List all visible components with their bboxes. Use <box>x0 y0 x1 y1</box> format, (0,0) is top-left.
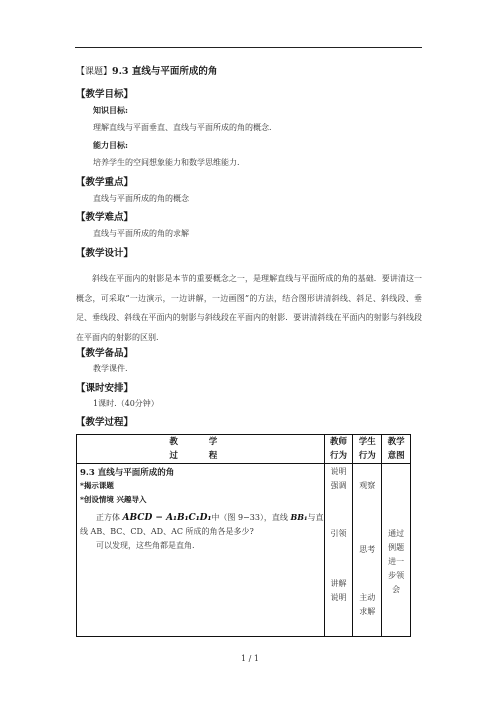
page-number: 1 / 1 <box>241 654 259 663</box>
prep-text: 教学课件. <box>93 364 128 373</box>
heading-process: 【教学过程】 <box>76 417 134 428</box>
knowledge-label: 知识目标: <box>93 105 128 115</box>
step-reveal-topic: *揭示课题 <box>80 481 114 490</box>
design-paragraph: 斜线在平面内的射影是本节的重要概念之一，是理解直线与平面所成的角的基础．要讲清这一概念，可采取“一边演示，一边讲解，一边画图”的方法，结合图形讲清斜线、斜足、斜线段、垂足、垂线段、斜线在平面内的射影与斜线段在平面内的射影．要讲清斜线在平面内的射影与斜线段在平面内的射影的区别. <box>76 274 422 342</box>
head-teacher: 教师 行为 <box>324 435 353 464</box>
schedule-text: 1课时.（40分钟） <box>93 399 159 408</box>
process-table <box>76 434 411 637</box>
header-rule <box>75 47 422 48</box>
head-intent: 教学 意图 <box>382 435 411 464</box>
row-title: 9.3 直线与平面所成的角 <box>80 468 175 478</box>
key-text: 直线与平面所成的角的概念 <box>93 194 189 203</box>
title-label: 【课题】 <box>76 67 113 77</box>
process-content <box>77 464 325 637</box>
ability-text: 培养学生的空间想象能力和数学思维能力. <box>93 158 240 167</box>
head-student: 学生 行为 <box>353 435 382 464</box>
difficulty-text: 直线与平面所成的角的求解 <box>93 229 189 238</box>
line-bb1: BB₁ <box>290 512 308 522</box>
student-actions: 观察 思考 主动 求解 <box>353 464 382 637</box>
teaching-intent: 通过 例题 进一 步领 会 <box>382 464 411 637</box>
question-line-3: 可以发现，这些角都是直角. <box>96 541 195 550</box>
ability-label: 能力目标: <box>93 140 128 150</box>
heading-difficulty: 【教学难点】 <box>76 212 134 223</box>
heading-key: 【教学重点】 <box>76 177 134 188</box>
question-line-1: 正方体 ABCD − A₁B₁C₁D₁中（图 9−33），直线 BB₁与直 <box>96 512 324 523</box>
head-process: 教 学 过 程 <box>77 435 325 464</box>
title-text: 9.3 直线与平面所成的角 <box>112 66 218 77</box>
heading-design: 【教学设计】 <box>76 248 134 259</box>
heading-prep: 【教学备品】 <box>76 348 134 359</box>
heading-schedule: 【课时安排】 <box>76 383 134 394</box>
step-create-scenario: *创设情境 兴趣导入 <box>80 495 147 504</box>
question-line-2: 线 AB、BC、CD、AD、AC 所成的角各是多少? <box>80 527 254 536</box>
cube-formula: ABCD − A₁B₁C₁D₁ <box>122 513 212 523</box>
knowledge-text: 理解直线与平面垂直、直线与平面所成的角的概念. <box>93 123 272 132</box>
heading-goal: 【教学目标】 <box>76 89 134 100</box>
lesson-title <box>76 63 217 77</box>
teacher-actions: 说明 强调 引领 讲解 说明 <box>324 464 353 637</box>
